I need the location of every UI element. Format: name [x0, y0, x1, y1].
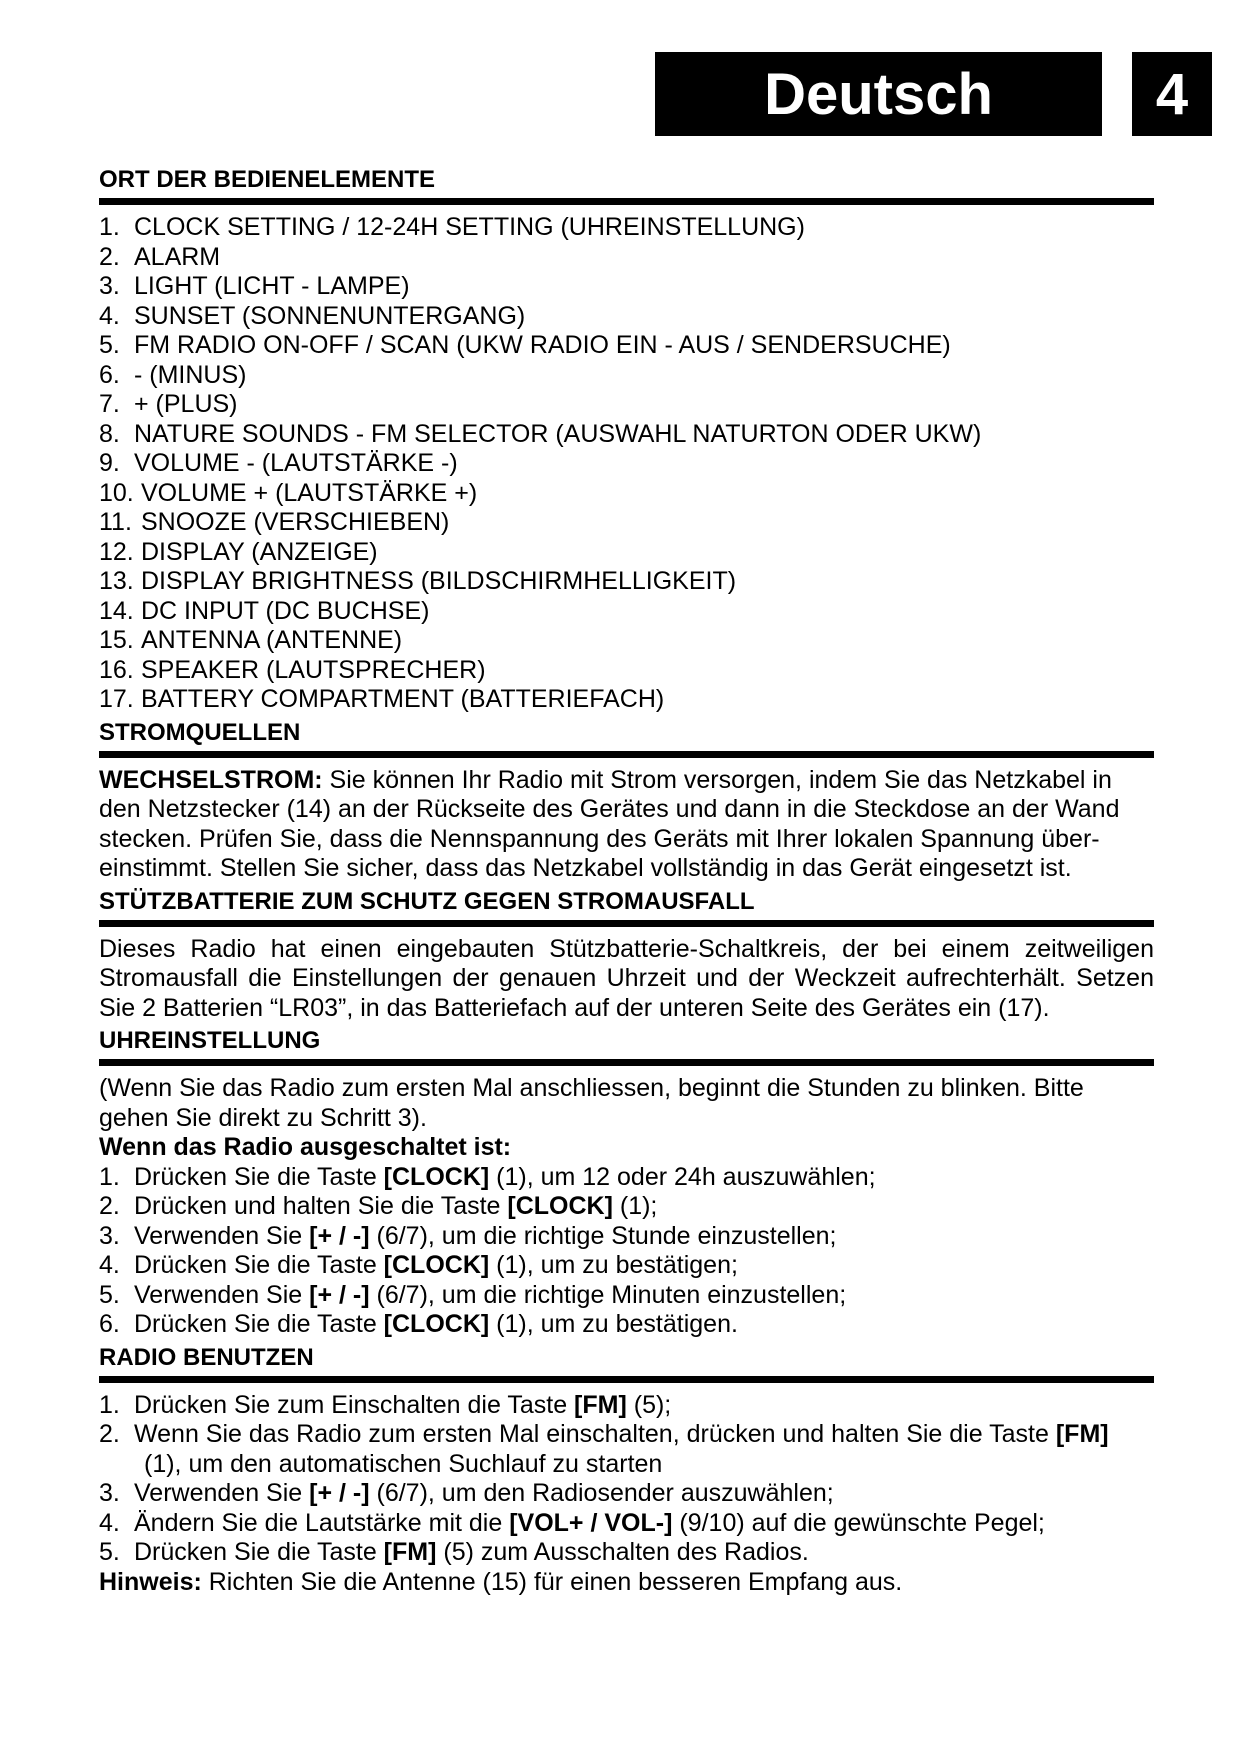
key-label: [FM]	[574, 1390, 627, 1419]
key-label: [CLOCK]	[383, 1310, 490, 1338]
item-text: VOLUME - (LAUTSTÄRKE -)	[134, 449, 458, 477]
item-number: 6.	[99, 360, 120, 389]
list-item	[99, 1251, 1154, 1281]
list-item	[99, 626, 1154, 656]
item-number: 5.	[99, 331, 120, 359]
step-text: Verwenden Sie [+ / -] (6/7), um die richtige Stunde einzustellen;	[134, 1221, 837, 1250]
key-label: [CLOCK]	[383, 1251, 490, 1279]
list-item	[99, 390, 1154, 420]
step-text: Ändern Sie die Lautstärke mit die [VOL+ / VOL-] (9/10) auf die gewünschte Pegel;	[134, 1508, 1045, 1537]
language-header	[655, 52, 1102, 136]
list-item	[99, 302, 1154, 332]
backup-paragraph: Dieses Radio hat einen eingebauten Stützbatterie-Schaltkreis, der bei einem zeitweiligen Stromausfall die Einstellungen der genauen Uhrzeit und der Weckzeit aufrechterhält. Setzen Sie 2 Batterien “LR03”, in das Batteriefach auf der unteren Seite des Gerätes ein (17).	[99, 934, 1154, 1022]
step-text: Wenn Sie das Radio zum ersten Mal einschalten, drücken und halten Sie die Taste [FM]	[134, 1420, 1109, 1448]
section-clock	[99, 1027, 1154, 1340]
step-number: 5.	[99, 1538, 120, 1566]
step-number: 4.	[99, 1508, 120, 1537]
step-text: Drücken Sie die Taste [CLOCK] (1), um zu bestätigen;	[134, 1251, 738, 1279]
radio-note	[99, 1568, 1154, 1598]
language-label: Deutsch	[764, 61, 993, 127]
key-label: [CLOCK]	[507, 1192, 613, 1220]
item-text: DISPLAY BRIGHTNESS (BILDSCHIRMHELLIGKEIT)	[141, 567, 737, 595]
item-text: + (PLUS)	[134, 390, 238, 418]
list-item	[99, 272, 1154, 302]
step-text: Drücken Sie die Taste [CLOCK] (1), um zu bestätigen.	[134, 1310, 738, 1338]
list-item	[99, 1509, 1154, 1539]
item-number: 17.	[99, 685, 134, 713]
list-item	[99, 1281, 1154, 1311]
item-text: DISPLAY (ANZEIGE)	[141, 537, 378, 566]
item-text: DC INPUT (DC BUCHSE)	[141, 596, 430, 625]
item-number: 3.	[99, 272, 120, 300]
list-item	[99, 361, 1154, 391]
step-number: 2.	[99, 1420, 120, 1448]
list-item	[99, 567, 1154, 597]
list-item	[99, 1479, 1154, 1509]
clock-subtitle	[99, 1133, 1154, 1163]
clock-subtitle-text: Wenn das Radio ausgeschaltet ist:	[99, 1133, 512, 1161]
controls-list	[99, 213, 1154, 715]
section-title-clock: UHREINSTELLUNG	[99, 1027, 321, 1054]
note-text: Richten Sie die Antenne (15) für einen besseren Empfang aus.	[201, 1567, 903, 1596]
item-number: 15.	[99, 626, 134, 654]
section-radio	[99, 1344, 1154, 1598]
list-item	[99, 1420, 1154, 1450]
item-number: 10.	[99, 478, 134, 507]
list-item	[99, 331, 1154, 361]
section-rule	[99, 751, 1154, 758]
list-item	[99, 1391, 1154, 1421]
list-item	[99, 656, 1154, 686]
section-title-power: STROMQUELLEN	[99, 718, 301, 746]
item-number: 8.	[99, 419, 120, 448]
power-paragraph	[99, 766, 1154, 884]
clock-intro: (Wenn Sie das Radio zum ersten Mal anschliessen, beginnt die Stunden zu blinken. Bitte gehen Sie direkt zu Schritt 3).	[99, 1074, 1084, 1132]
step-text: Drücken Sie zum Einschalten die Taste [FM] (5);	[134, 1390, 672, 1419]
list-item	[99, 243, 1154, 273]
item-text: SNOOZE (VERSCHIEBEN)	[141, 508, 450, 536]
item-text: - (MINUS)	[134, 360, 247, 389]
key-label: [VOL+ / VOL-]	[509, 1508, 673, 1537]
note-label: Hinweis:	[99, 1567, 202, 1596]
section-rule	[99, 198, 1154, 205]
section-power	[99, 719, 1154, 884]
item-number: 7.	[99, 390, 120, 418]
key-label: [FM]	[1055, 1420, 1109, 1448]
item-number: 13.	[99, 567, 134, 595]
item-text: SPEAKER (LAUTSPRECHER)	[141, 655, 486, 684]
step-number: 3.	[99, 1221, 120, 1250]
step-text: Drücken Sie die Taste [CLOCK] (1), um 12 oder 24h auszuwählen;	[134, 1162, 876, 1191]
power-text: Sie können Ihr Radio mit Strom versorgen, indem Sie das Netzkabel in den Netzstecker (14) an der Rückseite des Gerätes und dann in die Steckdose an der Wand stecken. Prüfen Sie, dass die Nennspannung des Geräts mit Ihrer lokalen Spannung über-einstimmt. Stellen Sie sicher, dass das Netzkabel vollständig in das Gerät eingesetzt ist.	[99, 765, 1120, 882]
item-number: 12.	[99, 537, 134, 566]
list-item	[99, 479, 1154, 509]
section-title-backup: STÜTZBATTERIE ZUM SCHUTZ GEGEN STROMAUSFALL	[99, 887, 755, 915]
step-number: 2.	[99, 1192, 120, 1220]
step-number: 5.	[99, 1280, 120, 1309]
list-item	[99, 685, 1154, 715]
item-number: 14.	[99, 596, 134, 625]
step-number: 1.	[99, 1162, 120, 1191]
page-content	[99, 166, 1154, 1597]
section-title-radio: RADIO BENUTZEN	[99, 1343, 314, 1371]
list-item	[99, 1538, 1154, 1568]
item-text: CLOCK SETTING / 12-24H SETTING (UHREINSTELLUNG)	[134, 213, 805, 241]
radio-steps	[99, 1391, 1154, 1568]
key-label: [+ / -]	[309, 1221, 370, 1250]
section-title-controls: ORT DER BEDIENELEMENTE	[99, 166, 436, 193]
item-number: 16.	[99, 655, 134, 684]
list-item-continuation	[99, 1450, 1154, 1480]
key-label: [CLOCK]	[383, 1162, 490, 1191]
step-number: 4.	[99, 1251, 120, 1279]
list-item	[99, 449, 1154, 479]
list-item	[99, 420, 1154, 450]
item-text: BATTERY COMPARTMENT (BATTERIEFACH)	[141, 685, 665, 713]
step-number: 3.	[99, 1479, 120, 1507]
key-label: [+ / -]	[309, 1280, 370, 1309]
item-number: 11.	[99, 508, 132, 536]
item-text: ANTENNA (ANTENNE)	[141, 626, 403, 654]
section-controls	[99, 166, 1154, 715]
section-rule	[99, 1059, 1154, 1066]
item-text: LIGHT (LICHT - LAMPE)	[134, 272, 410, 300]
item-number: 4.	[99, 301, 120, 330]
list-item	[99, 1192, 1154, 1222]
list-item	[99, 1222, 1154, 1252]
list-item	[99, 508, 1154, 538]
item-text: VOLUME + (LAUTSTÄRKE +)	[141, 478, 478, 507]
item-text: FM RADIO ON-OFF / SCAN (UKW RADIO EIN - AUS / SENDERSUCHE)	[134, 331, 951, 359]
list-item	[99, 597, 1154, 627]
page-number: 4	[1155, 61, 1189, 127]
section-rule	[99, 920, 1154, 927]
power-label: WECHSELSTROM:	[99, 765, 323, 794]
list-item	[99, 538, 1154, 568]
step-number: 6.	[99, 1310, 120, 1338]
list-item	[99, 1163, 1154, 1193]
step-text: Verwenden Sie [+ / -] (6/7), um die richtige Minuten einzustellen;	[134, 1280, 847, 1309]
clock-steps	[99, 1163, 1154, 1340]
item-text: ALARM	[134, 242, 221, 271]
item-text: NATURE SOUNDS - FM SELECTOR (AUSWAHL NATURTON ODER UKW)	[134, 419, 982, 448]
list-item	[99, 1310, 1154, 1340]
item-number: 9.	[99, 449, 120, 477]
step-continuation: (1), um den automatischen Suchlauf zu starten	[144, 1449, 663, 1478]
item-text: SUNSET (SONNENUNTERGANG)	[134, 301, 526, 330]
section-rule	[99, 1376, 1154, 1383]
list-item	[99, 213, 1154, 243]
step-text: Drücken Sie die Taste [FM] (5) zum Ausschalten des Radios.	[134, 1538, 809, 1566]
step-text: Verwenden Sie [+ / -] (6/7), um den Radiosender auszuwählen;	[134, 1479, 834, 1507]
key-label: [FM]	[383, 1538, 437, 1566]
step-number: 1.	[99, 1390, 120, 1419]
page-number-box	[1132, 52, 1212, 136]
section-backup	[99, 888, 1154, 1024]
key-label: [+ / -]	[309, 1479, 370, 1507]
step-text: Drücken und halten Sie die Taste [CLOCK] (1);	[134, 1192, 658, 1220]
item-number: 2.	[99, 242, 120, 271]
item-number: 1.	[99, 213, 120, 241]
